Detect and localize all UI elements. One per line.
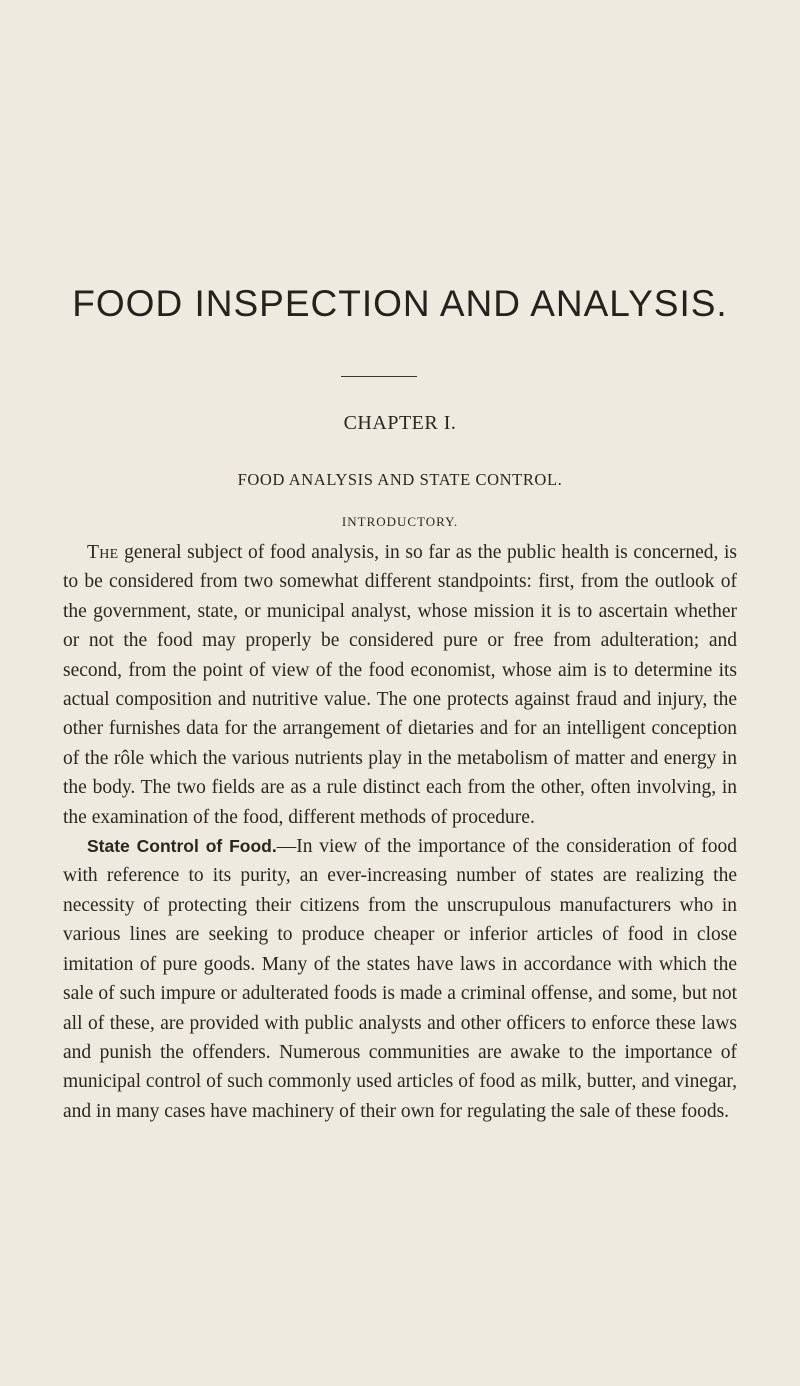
chapter-label: CHAPTER I.	[343, 412, 457, 434]
section-label: INTRODUCTORY.	[341, 514, 459, 529]
paragraph-introduction-text: general subject of food analysis, in so far as the public health is concerned, is to be considered from two somewhat different standpoints: first, from the outlook of the government, state, or municipal analyst, whose mission it is to ascertain whether or not the food may properly be considered pure or free from adulteration; and second, from the point of view of the food economist, whose aim is to determine its actual composition and nutritive value. The one protects against fraud and injury, the other furnishes data for the arrangement of dietaries and for an intelligent conception of the rôle which the various nutrients play in the metabolism of matter and energy in the body. The two fields are as a rule distinct each from the other, often involving, in the examination of the food, different methods of procedure.	[63, 542, 737, 828]
book-title: FOOD INSPECTION AND ANALYSIS.	[72, 283, 728, 324]
paragraph-state-control-text: —In view of the importance of the consideration of food with reference to its purity, an ever-increasing number of states are realizing the necessity of protecting their citizens from the unscrupulous manufacturers who in various lines are seeking to produce cheaper or inferior articles of food in close imitation of pure goods. Many of the states have laws in accordance with which the sale of such impure or adulterated foods is made a criminal offense, and some, but not all of these, are provided with public analysts and other officers to enforce these laws and punish the offenders. Numerous communities are awake to the importance of municipal control of such commonly used articles of food as milk, butter, and vinegar, and in many cases have machinery of their own for regulating the sale of these foods.	[63, 836, 738, 1122]
paragraph-state-control	[63, 832, 737, 1126]
body-text	[63, 538, 737, 1126]
title-divider	[341, 376, 417, 377]
paragraph-lead-word: The	[87, 542, 119, 563]
section-heading-state-control: State Control of Food.	[87, 836, 277, 857]
paragraph-introduction	[63, 538, 737, 832]
chapter-title: FOOD ANALYSIS AND STATE CONTROL.	[237, 470, 563, 489]
